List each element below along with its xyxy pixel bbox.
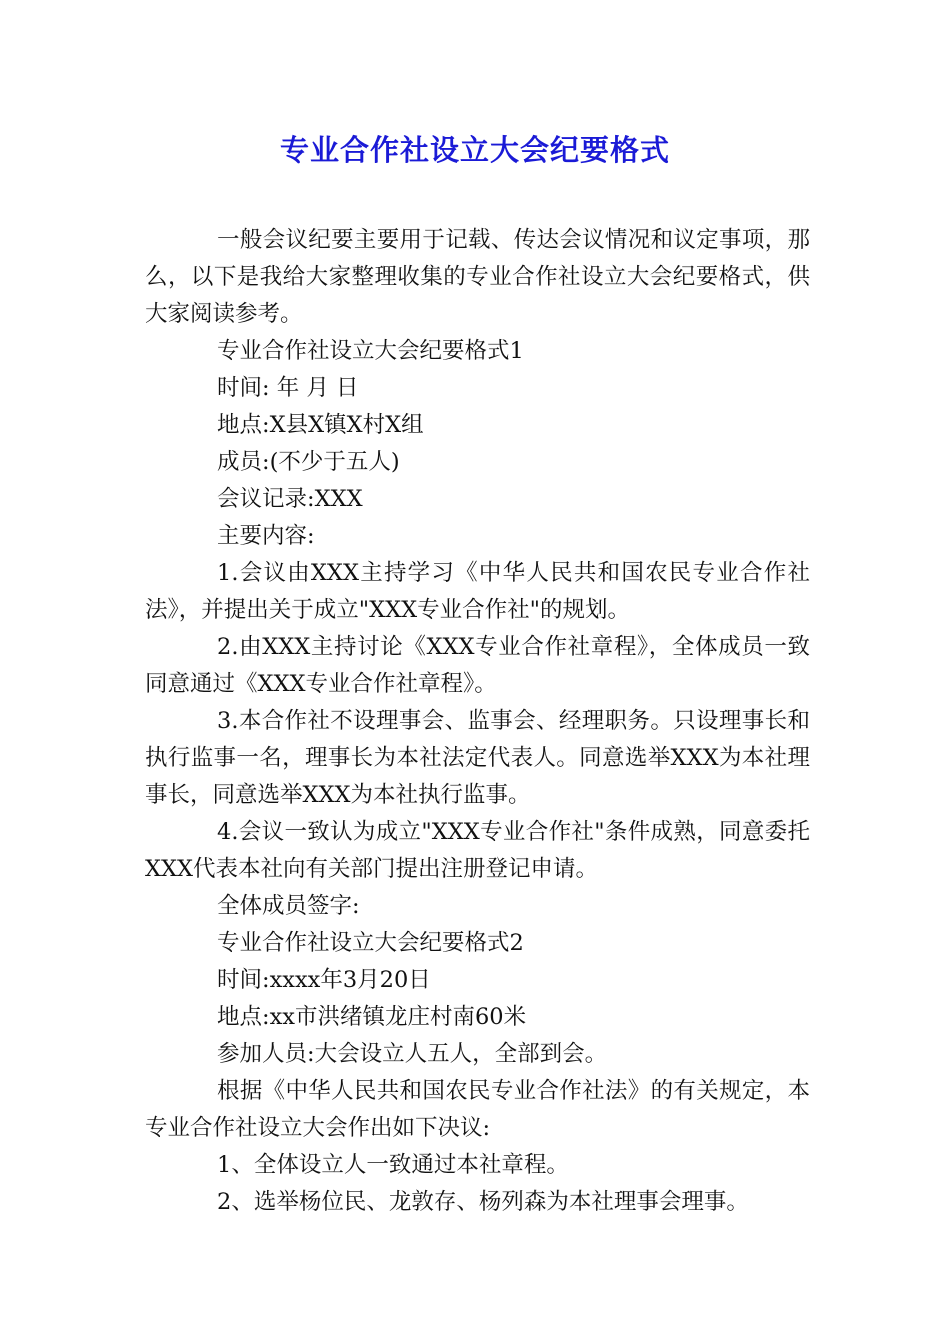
meeting-members: 成员:(不少于五人) (217, 449, 400, 475)
meeting-recorder: 会议记录:XXX (217, 486, 363, 512)
document-title: 专业合作社设立大会纪要格式 (279, 133, 670, 167)
document-body (145, 222, 810, 1221)
attendees: 参加人员:大会设立人五人，全部到会。 (217, 1041, 608, 1067)
main-content-label: 主要内容: (217, 523, 315, 549)
section-heading-format-2: 专业合作社设立大会纪要格式2 (217, 930, 524, 956)
meeting-time-2: 时间:xxxx年3月20日 (217, 967, 431, 993)
meeting-time: 时间: 年 月 日 (217, 375, 359, 401)
meeting-location: 地点:X县X镇X村X组 (217, 412, 424, 438)
content-item-2: 2.由XXX主持讨论《XXX专业合作社章程》，全体成员一致同意通过《XXX专业合作社章程》。 (145, 634, 810, 697)
content-item-3: 3.本合作社不设理事会、监事会、经理职务。只设理事长和执行监事一名，理事长为本社法定代表人。同意选举XXX为本社理事长，同意选举XXX为本社执行监事。 (145, 708, 810, 808)
meeting-location-2: 地点:xx市洪绪镇龙庄村南60米 (217, 1004, 527, 1030)
resolution-intro: 根据《中华人民共和国农民专业合作社法》的有关规定，本专业合作社设立大会作出如下决议: (145, 1078, 810, 1141)
signature-label: 全体成员签字: (217, 893, 360, 919)
resolution-item-2: 2、选举杨位民、龙敦存、杨列森为本社理事会理事。 (217, 1189, 749, 1215)
intro-paragraph: 一般会议纪要主要用于记载、传达会议情况和议定事项，那么，以下是我给大家整理收集的专业合作社设立大会纪要格式，供大家阅读参考。 (145, 227, 810, 327)
content-item-4: 4.会议一致认为成立"XXX专业合作社"条件成熟，同意委托XXX代表本社向有关部门提出注册登记申请。 (145, 819, 810, 882)
content-item-1: 1.会议由XXX主持学习《中华人民共和国农民专业合作社法》，并提出关于成立"XXX专业合作社"的规划。 (145, 560, 810, 623)
resolution-item-1: 1、全体设立人一致通过本社章程。 (217, 1152, 569, 1178)
section-heading-format-1: 专业合作社设立大会纪要格式1 (217, 338, 524, 364)
